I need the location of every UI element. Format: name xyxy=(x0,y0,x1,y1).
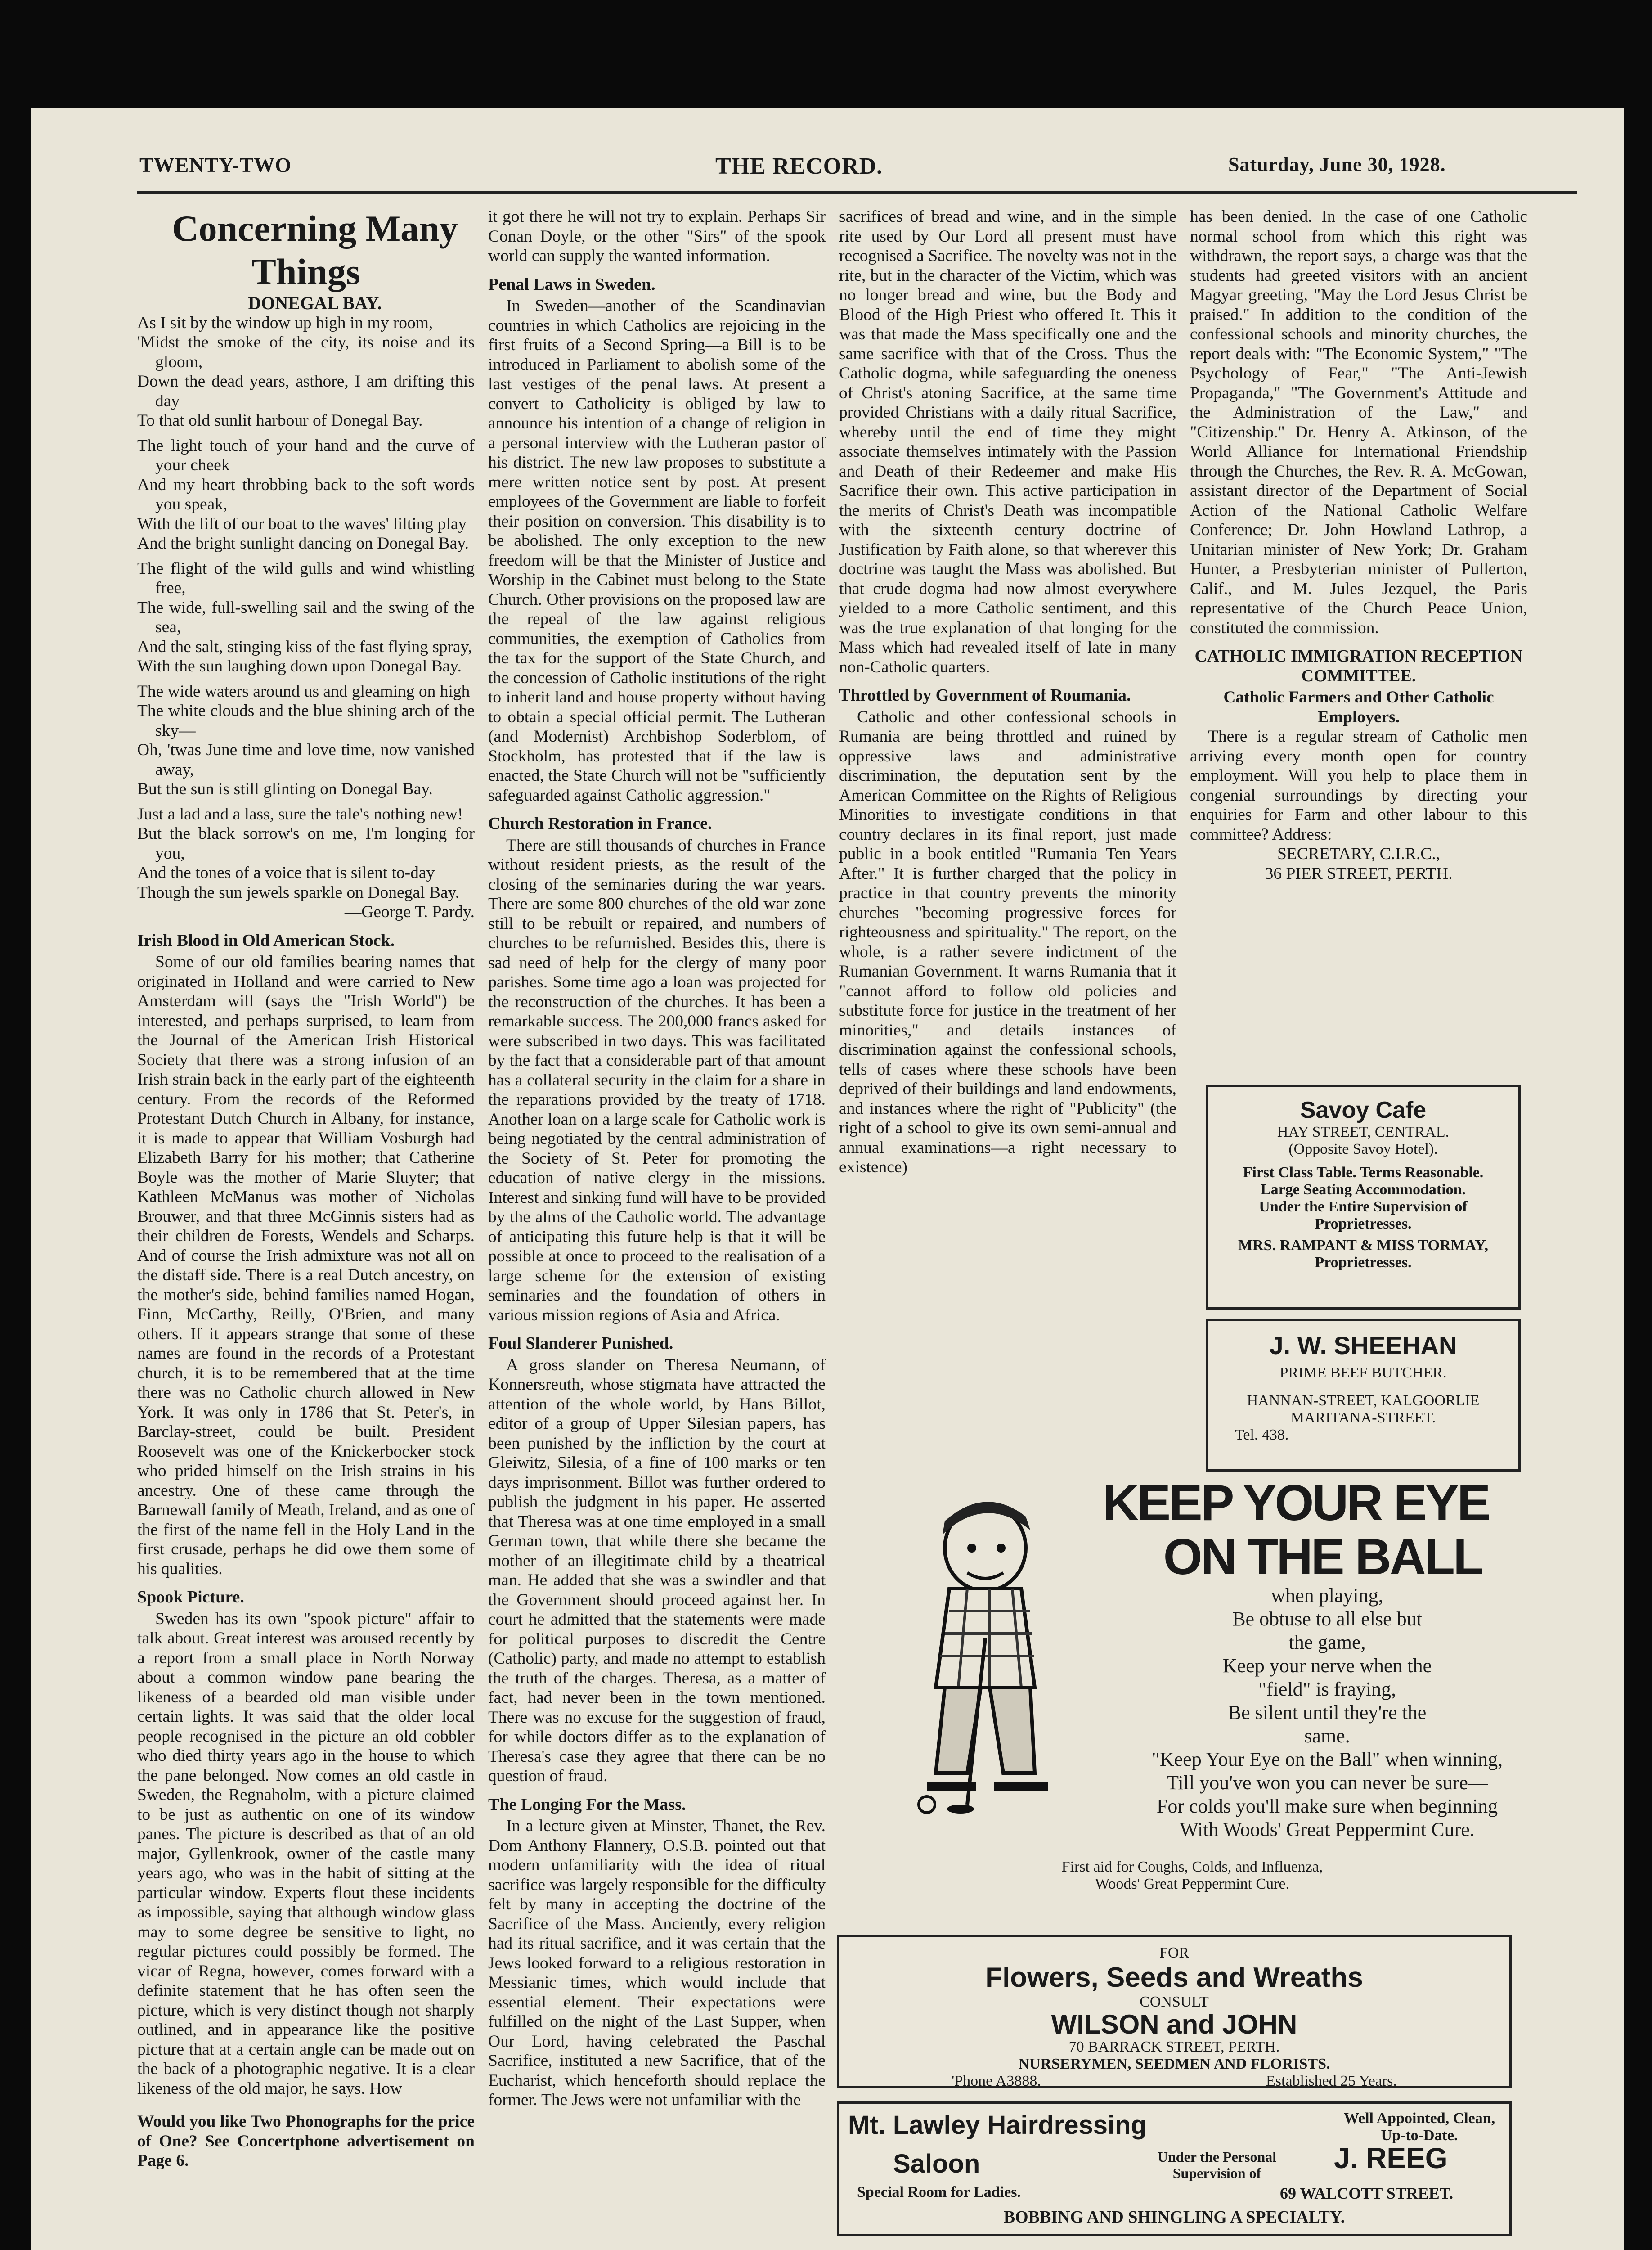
ad-line: Under the Entire Supervision of xyxy=(1259,1198,1468,1215)
ad-title: Flowers, Seeds and Wreaths xyxy=(985,1962,1363,1993)
article-text: Some of our old families bearing names that originated in Holland and were carried to New Amsterdam will (says the "Irish World") be interested, and perhaps surprised, to learn from the Journal of the American Irish Historical Society that there was a strong infusion of an Irish strain back in the early part of the eighteenth century. From the records of the Reformed Protestant Dutch Church in Albany, for instance, it is made to appear that William Vosburgh had Elizabeth Barry for his mother; that Catherine Boyle was the mother of Marie Sluyter; that Kathleen McManus was mother of Nicholas Brouwer, and that three McGinnis sisters had as their children de Forests, Wendels and Scharps. And of course the Irish admixture was not all on the distaff side. There is a real Dutch ancestry, on the mother's side, behind families named Hogan, Finn, McCarthy, Reilly, O'Brien, and many others. If it appears strange that some of these names are found in the records of a Protestant church, it is to be remembered that at the time there was no Catholic church allowed in New York. It was only in 1786 that St. Peter's, in Barclay-street, could be built. President Roosevelt was one of the Knickerbocker stock who prided himself on the Irish strains in his ancestry. One of these came through the Barnewall family of Meath, Ireland, and as one of the first of the name fell in the Holy Land in the first crusade, perhaps he did owe them some of his qualities. xyxy=(137,953,475,1578)
poem-line: And the tones of a voice that is silent to-day xyxy=(137,864,435,882)
article-text: it got there he will not try to explain. Perhaps Sir Conan Doyle, or the other "Sirs" of the spook world can supply the wanted information. xyxy=(488,207,826,265)
ad-line: Tel. 438. xyxy=(1235,1426,1289,1443)
newspaper-page xyxy=(31,108,1624,2250)
poem-line: But the sun is still glinting on Donegal Bay. xyxy=(137,780,433,798)
poem-line: The white clouds and the blue shining arch of the sky— xyxy=(137,702,475,740)
ad-line: PRIME BEEF BUTCHER. xyxy=(1279,1364,1447,1381)
sheehan-butcher-ad xyxy=(1206,1318,1521,1472)
ad-line: (Opposite Savoy Hotel). xyxy=(1288,1141,1438,1157)
ad-line: Large Seating Accommodation. xyxy=(1260,1181,1466,1198)
ad-footer xyxy=(900,1858,1485,1893)
section-heading: Concerning Many Things xyxy=(172,208,458,292)
ad-title: Savoy Cafe xyxy=(1300,1097,1427,1123)
notice-address: SECRETARY, C.I.R.C., xyxy=(1277,845,1441,863)
poem-line: The wide waters around us and gleaming on high xyxy=(137,682,470,701)
ad-line: 69 WALCOTT STREET. xyxy=(1280,2184,1454,2202)
article-title: Foul Slanderer Punished. xyxy=(488,1334,673,1353)
ad-verse xyxy=(1062,1584,1530,1841)
verse-line: Be silent until they're the xyxy=(1228,1701,1427,1724)
poem-line: To that old sunlit harbour of Donegal Bay. xyxy=(137,411,423,430)
ad-line: First Class Table. Terms Reasonable. xyxy=(1243,1164,1484,1181)
poem-line: And my heart throbbing back to the soft words you speak, xyxy=(137,475,475,513)
ad-line: Established 25 Years. xyxy=(1266,2073,1397,2089)
poem-line: And the salt, stinging kiss of the fast flying spray, xyxy=(137,637,472,656)
ad-headline: ON THE BALL xyxy=(1163,1529,1482,1585)
poem-line: The flight of the wild gulls and wind whistling free, xyxy=(137,559,475,597)
notice-text: There is a regular stream of Catholic men arriving every month open for country employment. Will you help to place them in congenial surroundings by directing your enquiries for Farm and other labour to this committee? Address: xyxy=(1190,727,1527,844)
column-3 xyxy=(839,207,1176,1458)
ad-headline: KEEP YOUR EYE xyxy=(1102,1475,1489,1531)
verse-line: "field" is fraying, xyxy=(1258,1678,1396,1700)
poem-line: Oh, 'twas June time and love time, now vanished away, xyxy=(137,741,475,779)
poem-line: And the bright sunlight dancing on Donegal Bay. xyxy=(137,534,469,553)
poem-line: The light touch of your hand and the curve of your cheek xyxy=(137,436,475,474)
poem-line: With the sun laughing down upon Donegal Bay. xyxy=(137,657,462,675)
ad-line: HANNAN-STREET, KALGOORLIE xyxy=(1247,1392,1480,1409)
verse-line: Be obtuse to all else but xyxy=(1232,1608,1422,1630)
poem xyxy=(137,313,475,903)
article-text: In Sweden—another of the Scandinavian countries in which Catholics are rejoicing in the first fruits of a Second Spring—a Bill is to be introduced in Parliament to abolish some of the last vestiges of the penal laws. At present a convert to Catholicity is obliged by law to announce his intention of a change of religion in a personal interview with the Lutheran pastor of his district. The new law proposes to substitute a mere written notice sent by post. At present employees of the Government are liable to forfeit their position on conversion. This disability is to be abolished. The only exception to the new freedom will be that the Minister of Justice and Worship in the Cabinet must belong to the State Church. Other provisions on the proposed law are the repeal of the law against religious communities, the exemption of Catholics from the tax for the support of the State Church, and the concession of Catholic institutions of the right to inherit land and house property without having to obtain a special official permit. The Lutheran (and Modernist) Archbishop Soderblom, of Stockholm, has protested that if the law is enacted, the State Church will not be "sufficiently safeguarded against Catholic aggression." xyxy=(488,297,826,805)
notice-title: CATHOLIC IMMIGRATION RECEPTION COMMITTEE. xyxy=(1194,647,1523,685)
header-rule xyxy=(137,191,1577,194)
verse-line: For colds you'll make sure when beginning xyxy=(1156,1795,1498,1817)
article-title: Church Restoration in France. xyxy=(488,814,712,833)
mt-lawley-hairdressing-ad xyxy=(837,2102,1512,2236)
phonograph-notice: Would you like Two Phonographs for the price of One? See Concertphone advertisement on Page 6. xyxy=(137,2112,475,2170)
ad-line: MARITANA-STREET. xyxy=(1290,1409,1436,1426)
ad-line: HAY STREET, CENTRAL. xyxy=(1277,1124,1450,1140)
poem-author: —George T. Pardy. xyxy=(344,903,475,921)
ad-line: NURSERYMEN, SEEDMEN AND FLORISTS. xyxy=(1018,2056,1330,2072)
ad-title: WILSON and JOHN xyxy=(1051,2009,1297,2039)
article-title: The Longing For the Mass. xyxy=(488,1795,686,1814)
savoy-cafe-ad xyxy=(1206,1084,1521,1310)
article-text: There are still thousands of churches in France without resident priests, as the result of the closing of the seminaries during the war years. There are some 800 churches of the old war zone still to be rebuilt or repaired, and numbers of churches to be refurnished. Besides this, there is sad need of help for the clergy of many poor parishes. Some time ago a loan was projected for the reconstruction of the churches. It has been a remarkable success. The 200,000 francs asked for were subscribed in two days. This was facilitated by the fact that a considerable part of that amount has a collateral security in the claim for a share in the reparations provided by the treaty of 1718. Another loan on a large scale for Catholic work is being negotiated by the central administration of the Society of St. Peter for promoting the education of native clergy in the missions. Interest and sinking fund will have to be provided by the alms of the Catholic world. The advantage of anticipating this future help is that it will be possible at once to proceed to the realisation of a large scheme for the extension of existing seminaries and the foundation of others in various mission regions of Asia and Africa. xyxy=(488,836,826,1324)
verse-line: when playing, xyxy=(1271,1584,1383,1606)
woods-peppermint-ad xyxy=(900,1476,1530,1908)
notice-address: 36 PIER STREET, PERTH. xyxy=(1265,864,1453,883)
poem-line: But the black sorrow's on me, I'm longing for you, xyxy=(137,824,475,863)
column-4 xyxy=(1190,207,1527,883)
ad-title: Saloon xyxy=(893,2149,980,2178)
verse-line: "Keep Your Eye on the Ball" when winning, xyxy=(1151,1748,1503,1770)
poem-line: Just a lad and a lass, sure the tale's nothing new! xyxy=(137,805,463,824)
poem-title: DONEGAL BAY. xyxy=(248,293,382,313)
ad-line: Proprietresses. xyxy=(1315,1215,1412,1232)
ad-line: CONSULT xyxy=(1140,1994,1209,2010)
article-text: A gross slander on Theresa Neumann, of Konnersreuth, whose stigmata have attracted the attention of the whole world, by Hans Billot, editor of a group of Upper Silesian papers, has been punished by the infliction by the court at Gleiwitz, Silesia, of a fine of 100 marks or ten days imprisonment. Billot was further ordered to publish the judgment in his paper. He asserted that Theresa was at one time employed in a small German town, that while there she became the mother of an illegitimate child by a theatrical man. He added that she was a swindler and that the Government should proceed against her. In court he admitted that the statements were made for political purposes to discredit the Centre (Catholic) party, and made no attempt to establish the truth of the charges. Theresa, as a matter of fact, had never been in the town mentioned. There was no excuse for the suggestion of fraud, for while doctors differ as to the explanation of Theresa's case they agree that there can be no question of fraud. xyxy=(488,1355,826,1785)
article-title: Spook Picture. xyxy=(137,1588,244,1606)
golfer-illustration xyxy=(900,1494,1071,1818)
ad-line: Proprietresses. xyxy=(1315,1254,1412,1271)
ad-line: Under the Personal Supervision of xyxy=(1157,2149,1277,2181)
ad-line: FOR xyxy=(1159,1944,1190,1961)
column-2 xyxy=(488,207,826,2110)
ad-line: 70 BARRACK STREET, PERTH. xyxy=(1068,2038,1280,2055)
poem-line: As I sit by the window up high in my room, xyxy=(137,313,433,332)
ad-title: Mt. Lawley Hairdressing xyxy=(848,2110,1147,2140)
poem-line: 'Midst the smoke of the city, its noise and its gloom, xyxy=(137,333,475,371)
ad-line: Woods' Great Peppermint Cure. xyxy=(1095,1876,1290,1892)
ad-line: MRS. RAMPANT & MISS TORMAY, xyxy=(1238,1237,1489,1254)
verse-line: Keep your nerve when the xyxy=(1222,1655,1432,1677)
article-title: Irish Blood in Old American Stock. xyxy=(137,931,395,950)
ad-phone: 'Phone A3888. xyxy=(952,2073,1041,2089)
article-text: In a lecture given at Minster, Thanet, the Rev. Dom Anthony Flannery, O.S.B. pointed out that modern unfamiliarity with the idea of ritual sacrifice was largely responsible for the difficulty felt by many in accepting the doctrine of the Sacrifice of the Mass. Anciently, every religion had its ritual sacrifice, and it was certain that the Jews looked forward to a religious restoration in Messianic times, which would include that essential element. Their expectations were fulfilled on the night of the Last Supper, when Our Lord, having celebrated the Paschal Sacrifice, instituted a new Sacrifice, that of the Eucharist, which henceforth should replace the former. The Jews were not unfamiliar with the xyxy=(488,1817,826,2109)
article-title: Penal Laws in Sweden. xyxy=(488,274,655,294)
verse-line: Till you've won you can never be sure— xyxy=(1167,1772,1488,1794)
article-text: has been denied. In the case of one Catholic normal school from which this right was withdrawn, the report says, a charge was that the students had greeted visitors with an ancient Magyar greeting, "May the Lord Jesus Christ be praised." In addition to the condition of the confessional schools and minority churches, the report deals with: "The Economic System," "The Psychology of Fear," "The Anti-Jewish Propaganda," "The Government's Attitude and the Administration of the Law," and "Citizenship." Dr. Henry A. Atkinson, of the World Alliance for International Friendship through the Churches, the Rev. R. A. McGowan, assistant director of the Department of Social Action of the National Catholic Welfare Conference; Dr. John Howland Lathrop, a Unitarian minister of New York; Dr. Graham Hunter, a Presbyterian minister of Pullerton, Calif., and M. Jules Jezquel, the Paris representative of the Church Peace Union, constituted the commission. xyxy=(1190,207,1527,637)
article-text: Sweden has its own "spook picture" affair to talk about. Great interest was aroused recently by a report from a small place in North Norway about a common window pane bearing the likeness of a bearded old man visible under certain lights. It was said that the older local people recognised in the picture an old cobbler who died thirty years ago in the house to which the pane belonged. Now comes an old castle in Sweden, the Regnaholm, with a picture claimed to be just as authentic on one of its window panes. The picture is described as that of an old major, Gyllenkrook, owner of the castle many years ago, who was in the habit of sitting at the particular window. Experts flout these incidents as impossible, saying that although window glass may to some degree be sensitive to light, no regular pictures could possibly be formed. The vicar of Regna, however, comes forward with a definite statement that he has often seen the picture, which is very distinct though not sharply outlined, and in appearance like the positive picture that at a certain angle can be made out on the back of a photographic negative. It is a clear likeness of the old major, he says. How xyxy=(137,1609,475,2098)
page-number: TWENTY-TWO xyxy=(139,153,292,176)
article-title: Throttled by Government of Roumania. xyxy=(839,686,1131,705)
masthead: THE RECORD. xyxy=(715,153,883,179)
poem-line: With the lift of our boat to the waves' lilting play xyxy=(137,514,467,533)
issue-date: Saturday, June 30, 1928. xyxy=(1228,153,1446,176)
ad-line: Well Appointed, Clean, Up-to-Date. xyxy=(1343,2110,1495,2144)
ad-line: First aid for Coughs, Colds, and Influenza, xyxy=(1061,1858,1323,1875)
verse-line: the game, xyxy=(1288,1631,1366,1653)
verse-line: same. xyxy=(1304,1725,1350,1747)
poem-line: The wide, full-swelling sail and the swing of the sea, xyxy=(137,598,475,636)
article-text: Catholic and other confessional schools in Rumania are being throttled and ruined by oppressive laws and administrative discrimination, the deputation sent by the American Committee on the Rights of Religious Minorities to investigate conditions in that country declares in its final report, just made public in a book entitled "Rumania Ten Years After." It is further charged that the policy in practice in that country prevents the minority churches "becoming progressive forces for righteousness and spirituality." The report, on the whole, is a rather severe indictment of the Rumanian Government. It warns Rumania that it "cannot afford to follow old policies and substitute force for justice in the treatment of her minorities," and details instances of discrimination against the confessional schools, tells of cases where these schools have been deprived of their buildings and land endowments, and instances where the right of "Publicity" (the right of a school to give its own semi-annual and annual examinations—a right necessary to existence) xyxy=(839,707,1176,1176)
ad-line: Special Room for Ladies. xyxy=(857,2184,1021,2200)
poem-line: Down the dead years, asthore, I am drifting this day xyxy=(137,372,475,410)
verse-line: With Woods' Great Peppermint Cure. xyxy=(1180,1818,1475,1840)
ad-title: J. W. SHEEHAN xyxy=(1269,1331,1457,1359)
wilson-john-florists-ad xyxy=(837,1935,1512,2088)
notice-subtitle: Catholic Farmers and Other Catholic Employers. xyxy=(1223,688,1494,726)
article-text: sacrifices of bread and wine, and in the simple rite used by Our Lord all present must have recognised a Sacrifice. The novelty was not in the rite, but in the character of the Victim, which was no longer bread and wine, but the Body and Blood of the High Priest who offered It. This it was that made the Mass specifically one and the same sacrifice with that of the Cross. Thus the Catholic dogma, while safeguarding the oneness of Christ's atoning Sacrifice, at the same time provided Christians with a daily ritual Sacrifice, whereby until the end of time they might associate themselves intimately with the Passion and Death of their Redeemer and make His Sacrifice their own. This active participation in the merits of Christ's Death was incompatible with the sixteenth century doctrine of Justification by Faith alone, so that wherever this doctrine was taught the Mass was abolished. But that crude dogma had now almost everywhere yielded to a more Catholic sentiment, and this was the true explanation of that longing for the Mass which had revealed itself of late in many non-Catholic quarters. xyxy=(839,207,1176,676)
ad-title: J. REEG xyxy=(1334,2142,1448,2174)
poem-line: Though the sun jewels sparkle on Donegal Bay. xyxy=(137,883,460,902)
ad-line: BOBBING AND SHINGLING A SPECIALTY. xyxy=(1003,2208,1345,2227)
column-1 xyxy=(137,207,475,2171)
